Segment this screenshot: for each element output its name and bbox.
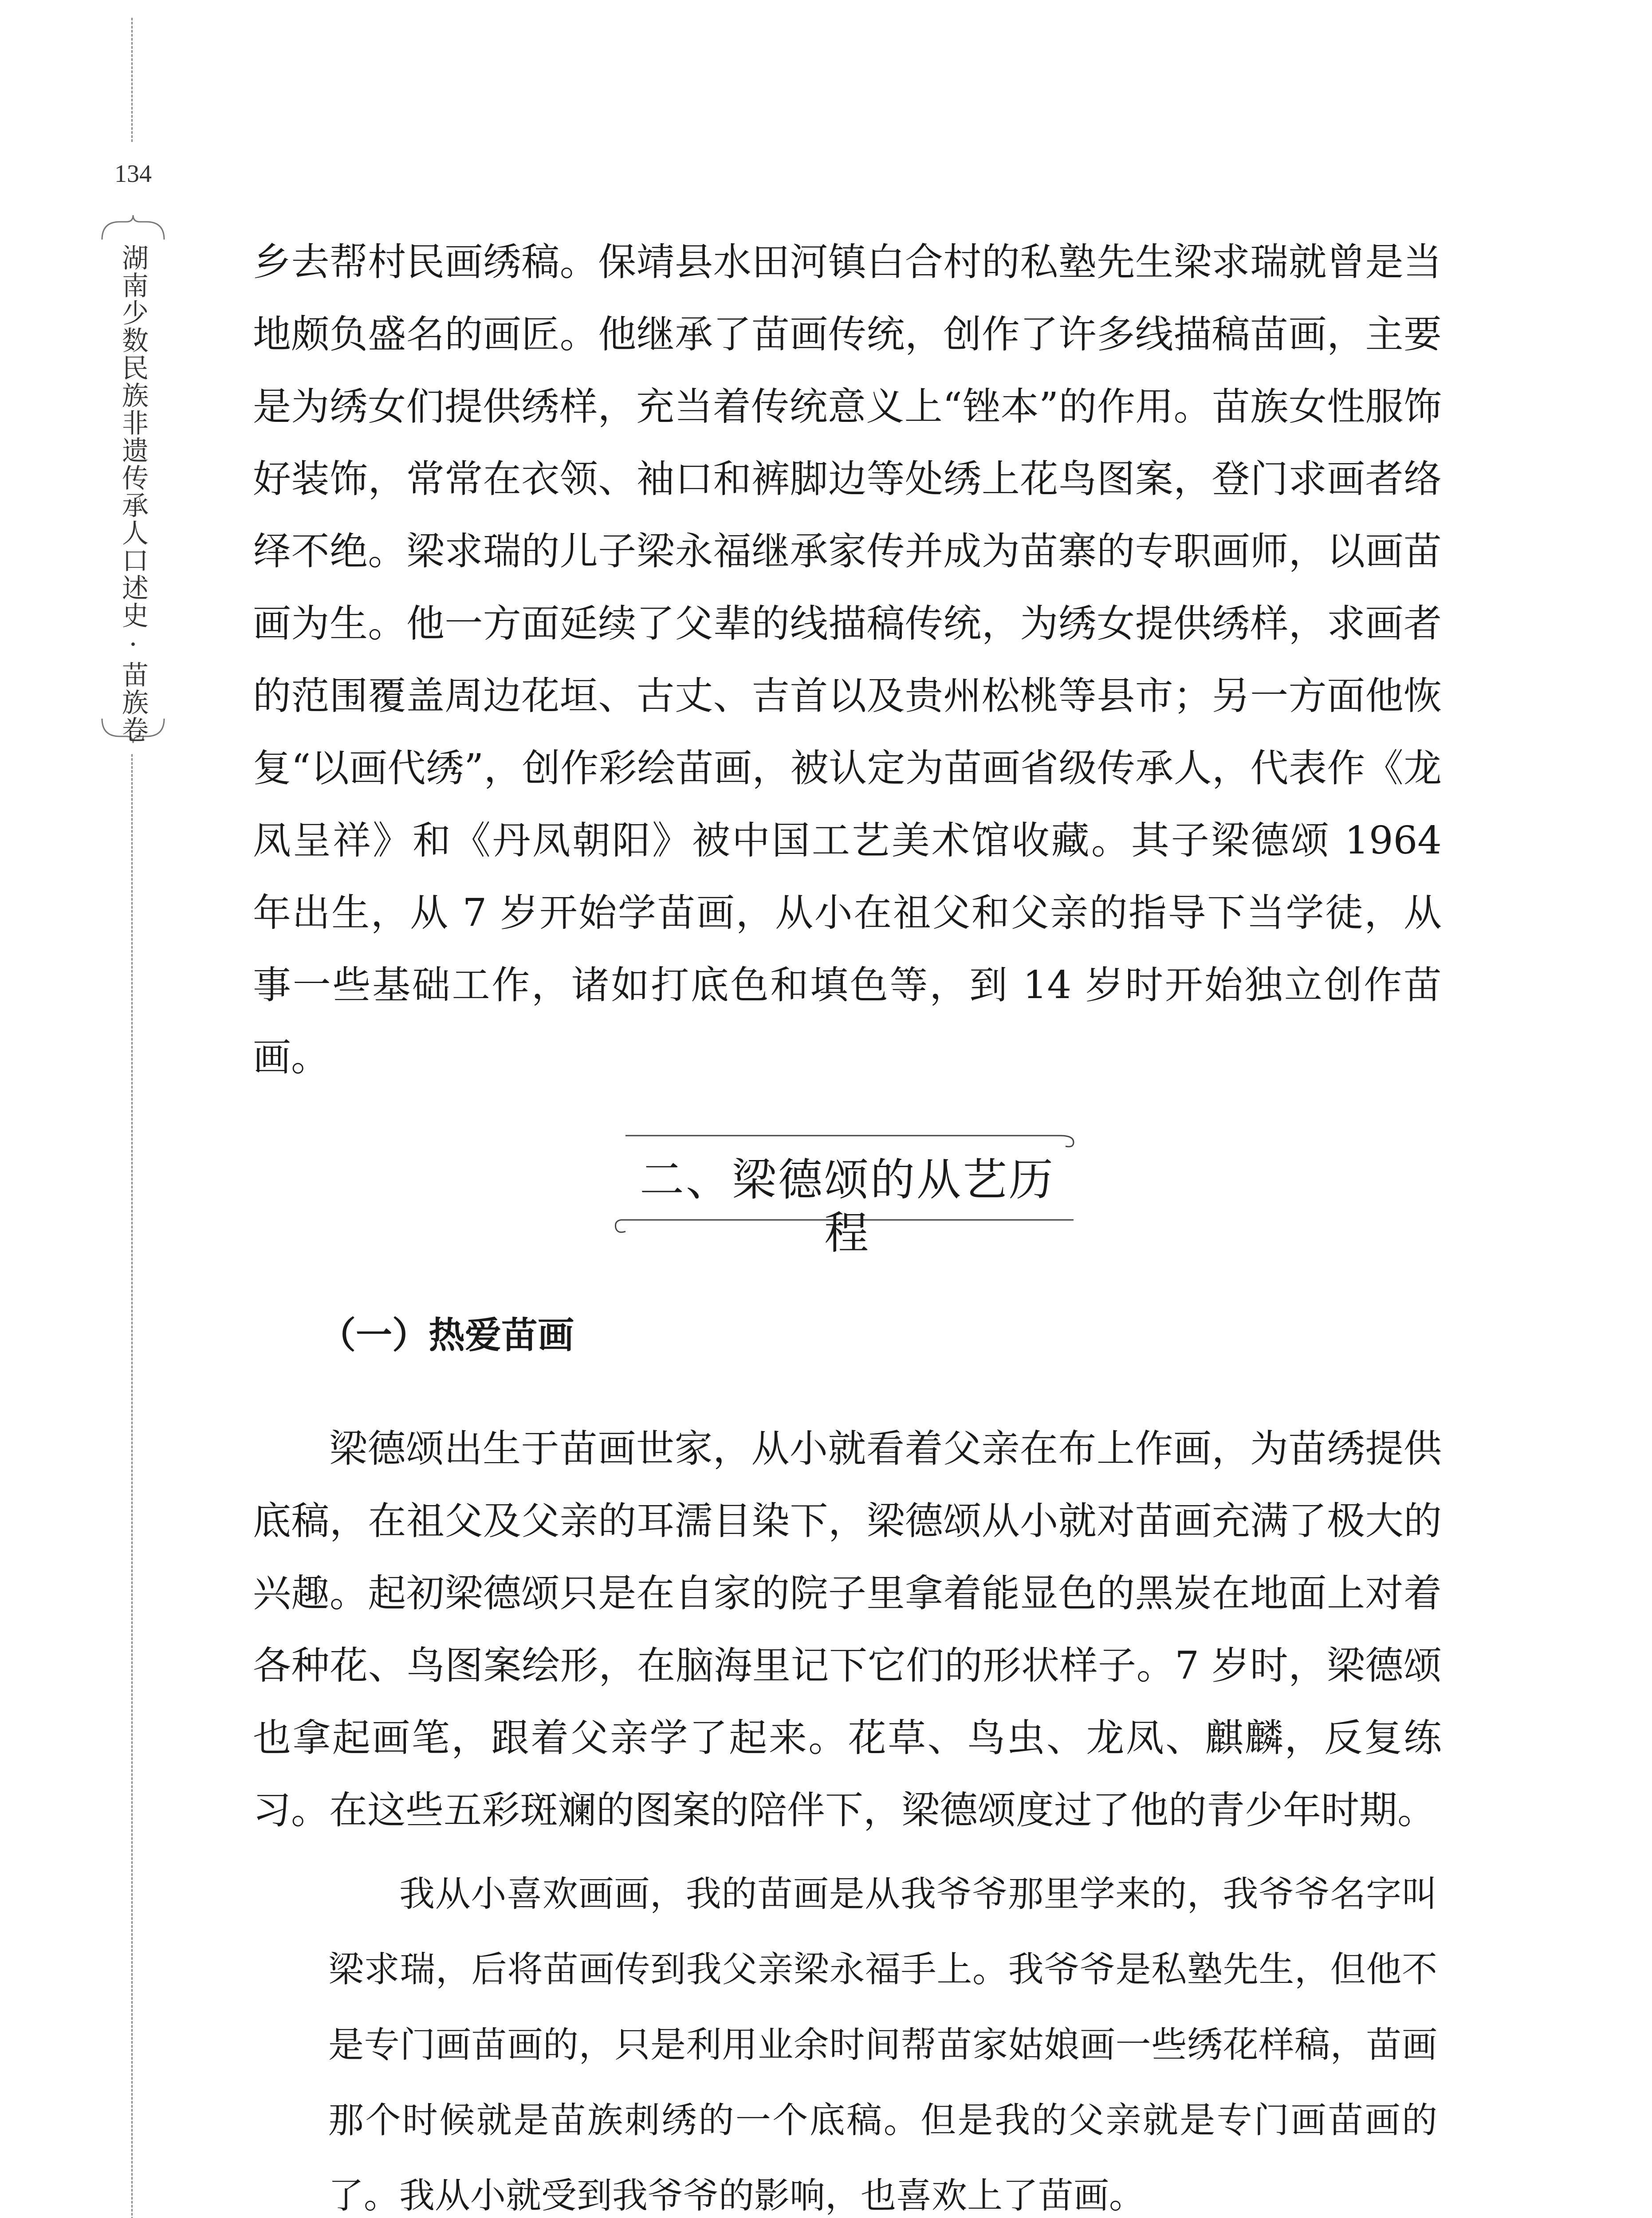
section-heading-block [612,1118,1082,1259]
margin-rule-bottom [131,754,133,2218]
margin-rule-top [131,18,133,142]
quote-block [328,1856,1437,2218]
continuation-paragraph: 乡去帮村民画绣稿。保靖县水田河镇白合村的私塾先生梁求瑞就曾是当地颇负盛名的画匠。他继承了苗画传统，创作了许多线描稿苗画，主要是为绣女们提供绣样，充当着传统意义上“锉本”的作用。苗族女性服饰好装饰，常常在衣领、袖口和裤脚边等处绣上花鸟图案，登门求画者络绎不绝。梁求瑞的儿子梁永福继承家传并成为苗寨的专职画师，以画苗画为生。他一方面延续了父辈的线描稿传统，为绣女提供绣样，求画者的范围覆盖周边花垣、古丈、吉首以及贵州松桃等县市；另一方面他恢复“以画代绣”，创作彩绘苗画，被认定为苗画省级传承人，代表作《龙凤呈祥》和《丹凤朝阳》被中国工艺美术馆收藏。其子梁德颂 1964 年出生，从 7 岁开始学苗画，从小在祖父和父亲的指导下当学徒，从事一些基础工作，诸如打底色和填色等，到 14 岁时开始独立创作苗画。 [253,240,1442,1080]
running-title-frame [93,213,173,745]
subheading: （一）热爱苗画 [319,1314,574,1357]
page-number: 134 [114,160,152,188]
quote-paragraph: 我从小喜欢画画，我的苗画是从我爷爷那里学来的，我爷爷名字叫梁求瑞，后将苗画传到我父亲梁永福手上。我爷爷是私塾先生，但他不是专门画苗画的，只是利用业余时间帮苗家姑娘画一些绣花样稿，苗画那个时候就是苗族刺绣的一个底稿。但是我的父亲就是专门画苗画的了。我从小就受到我爷爷的影响，也喜欢上了苗画。 [328,1873,1437,2216]
section-heading: 二、梁德颂的从艺历程 [640,1154,1055,1259]
main-paragraph: 梁德颂出生于苗画世家，从小就看着父亲在布上作画，为苗绣提供底稿，在祖父及父亲的耳濡目染下，梁德颂从小就对苗画充满了极大的兴趣。起初梁德颂只是在自家的院子里拿着能显色的黑炭在地面上对着各种花、鸟图案绘形，在脑海里记下它们的形状样子。7 岁时，梁德颂也拿起画笔，跟着父亲学了起来。花草、鸟虫、龙凤、麒麟，反复练习。在这些五彩斑斓的图案的陪伴下，梁德颂度过了他的青少年时期。 [253,1427,1442,1833]
main-paragraph-block [253,1413,1442,1847]
continuation-paragraph-block [253,226,1442,1094]
running-title: 湖南少数民族非遗传承人口述史·苗族卷 [118,244,149,743]
